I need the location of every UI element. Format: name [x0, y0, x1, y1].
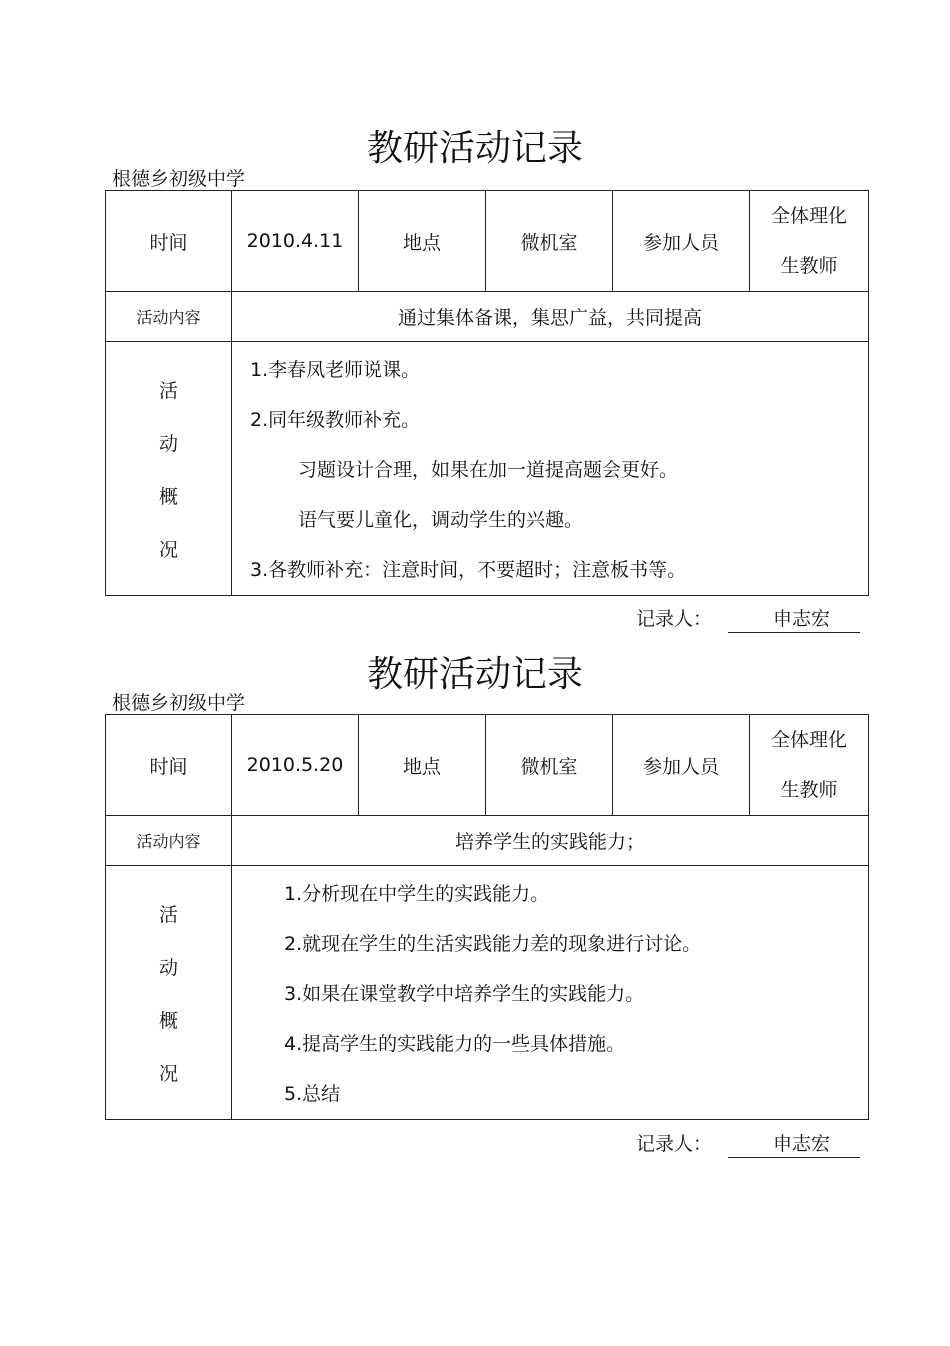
participants-value	[750, 715, 869, 816]
record-table	[105, 190, 869, 596]
school-name: 根德乡初级中学	[112, 692, 246, 714]
overview-char: 况	[158, 1062, 178, 1085]
participants-line-2: 生教师	[780, 255, 838, 277]
overview-content	[232, 342, 869, 596]
overview-line: 1.李春凤老师说课。	[250, 359, 421, 381]
record-title: 教研活动记录	[366, 128, 583, 169]
activity-content-label: 活动内容	[106, 816, 232, 866]
participants-label: 参加人员	[613, 715, 750, 816]
recorder-name: 申志宏	[728, 606, 860, 633]
overview-line: 3.各教师补充：注意时间，不要超时；注意板书等。	[250, 559, 687, 581]
time-label: 时间	[106, 191, 232, 292]
activity-content-label: 活动内容	[106, 292, 232, 342]
participants-line-1: 全体理化	[770, 205, 847, 227]
recorder	[636, 1129, 860, 1158]
overview-line: 语气要儿童化，调动学生的兴趣。	[298, 509, 584, 531]
time-value: 2010.5.20	[232, 715, 359, 816]
participants-line-2: 生教师	[780, 779, 838, 801]
participants-value	[750, 191, 869, 292]
overview-char: 概	[158, 1009, 178, 1032]
overview-line: 5.总结	[284, 1083, 341, 1105]
record-title: 教研活动记录	[366, 654, 583, 695]
overview-char: 况	[158, 538, 178, 561]
overview-label	[106, 342, 232, 596]
overview-content	[232, 866, 869, 1120]
activity-content-value: 培养学生的实践能力；	[232, 816, 869, 866]
school-name: 根德乡初级中学	[112, 168, 246, 190]
time-label: 时间	[106, 715, 232, 816]
place-value: 微机室	[486, 191, 613, 292]
overview-line: 3.如果在课堂教学中培养学生的实践能力。	[284, 983, 645, 1005]
overview-char: 概	[158, 485, 178, 508]
overview-label	[106, 866, 232, 1120]
overview-char: 活	[158, 379, 178, 402]
activity-content-value: 通过集体备课，集思广益，共同提高	[232, 292, 869, 342]
overview-char: 活	[158, 903, 178, 926]
participants-line-1: 全体理化	[770, 729, 847, 751]
recorder-label: 记录人：	[635, 1133, 712, 1155]
overview-char: 动	[158, 956, 178, 979]
record-table	[105, 714, 869, 1120]
place-label: 地点	[359, 715, 486, 816]
overview-char: 动	[158, 432, 178, 455]
place-label: 地点	[359, 191, 486, 292]
overview-line: 2.同年级教师补充。	[250, 409, 421, 431]
overview-line: 习题设计合理，如果在加一道提高题会更好。	[298, 459, 679, 481]
overview-line: 1.分析现在中学生的实践能力。	[284, 883, 550, 905]
recorder	[636, 604, 860, 633]
place-value: 微机室	[486, 715, 613, 816]
time-value: 2010.4.11	[232, 191, 359, 292]
recorder-label: 记录人：	[635, 608, 712, 630]
overview-line: 4.提高学生的实践能力的一些具体措施。	[284, 1033, 626, 1055]
overview-line: 2.就现在学生的生活实践能力差的现象进行讨论。	[284, 933, 702, 955]
recorder-name: 申志宏	[728, 1131, 860, 1158]
participants-label: 参加人员	[613, 191, 750, 292]
